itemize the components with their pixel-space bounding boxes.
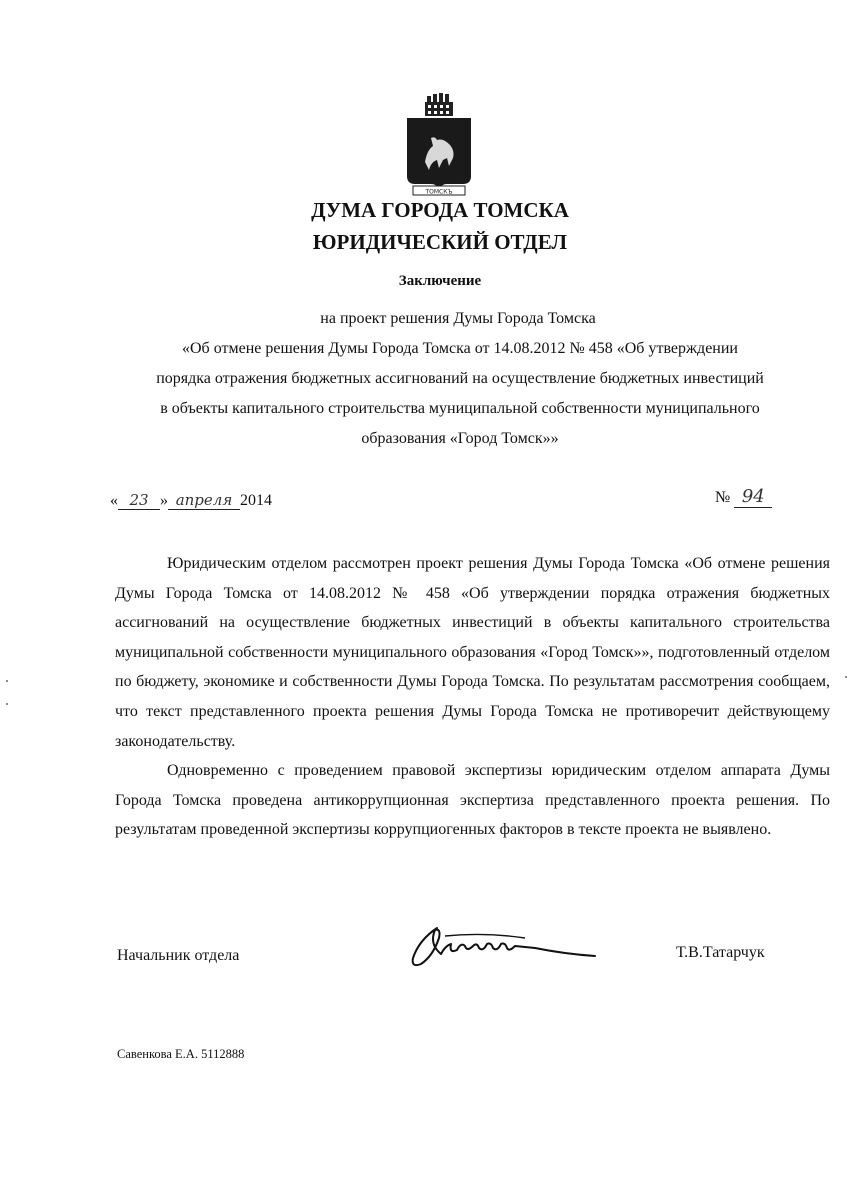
body-paragraph: Юридическим отделом рассмотрен проект решения Думы Города Томска «Об отмене решения Думы Города Томска от 14.08.2012 № 458 «Об утверждении порядка отражения бюджетных ассигнований на осуществление бюджетных инвестиций в объекты капитального строительства муниципальной собственности муниципального образования «Город Томск»», подготовленный отделом по бюджету, экономике и собственности Думы Города Томска. По результатам рассмотрения сообщаем, что текст представленного проекта решения Думы Города Томска не противоречит действующему законодательству. [115,555,830,750]
date-day: 23 [118,491,160,510]
scan-artifact [845,676,847,678]
document-date [110,491,272,510]
subject-line: порядка отражения бюджетных ассигнований на осуществление бюджетных инвестиций [156,370,764,387]
date-close-quote: » [160,492,168,509]
subject-title [100,334,820,454]
executor-contact: Савенкова Е.А. 5112888 [117,1047,245,1061]
scan-artifact [6,703,8,705]
org-title: ДУМА ГОРОДА ТОМСКА [311,198,569,222]
emblem-motto: ТОМСКЪ [425,188,453,196]
number-label: № [715,489,731,506]
tomsk-coat-of-arms [403,92,475,198]
subject-line: в объекты капитального строительства муниципальной собственности муниципального [160,400,760,417]
date-open-quote: « [110,492,118,509]
date-month: апреля [168,491,240,510]
body-paragraph: Одновременно с проведением правовой экспертизы юридическим отделом аппарата Думы Города Томска проведена антикоррупционная экспертиза представленного проекта решения. По результатам проведенной экспертизы коррупциогенных факторов в тексте проекта не выявлено. [115,762,830,839]
subject-line: образования «Город Томск»» [361,430,559,447]
document-number [715,486,772,508]
department-title: ЮРИДИЧЕСКИЙ ОТДЕЛ [312,230,568,254]
scan-artifact [6,680,8,682]
subject-intro: на проект решения Думы Города Томска [320,310,596,327]
signer-name: Т.В.Татарчук [676,944,765,961]
date-year: 2014 [240,492,272,509]
document-type: Заключение [398,273,482,289]
subject-line: «Об отмене решения Думы Города Томска от 14.08.2012 № 458 «Об утверждении [182,340,738,357]
handwritten-signature [405,914,605,974]
document-body [115,549,830,845]
crown-icon [425,93,453,116]
number-value: 94 [734,486,772,508]
signer-position: Начальник отдела [117,947,240,964]
